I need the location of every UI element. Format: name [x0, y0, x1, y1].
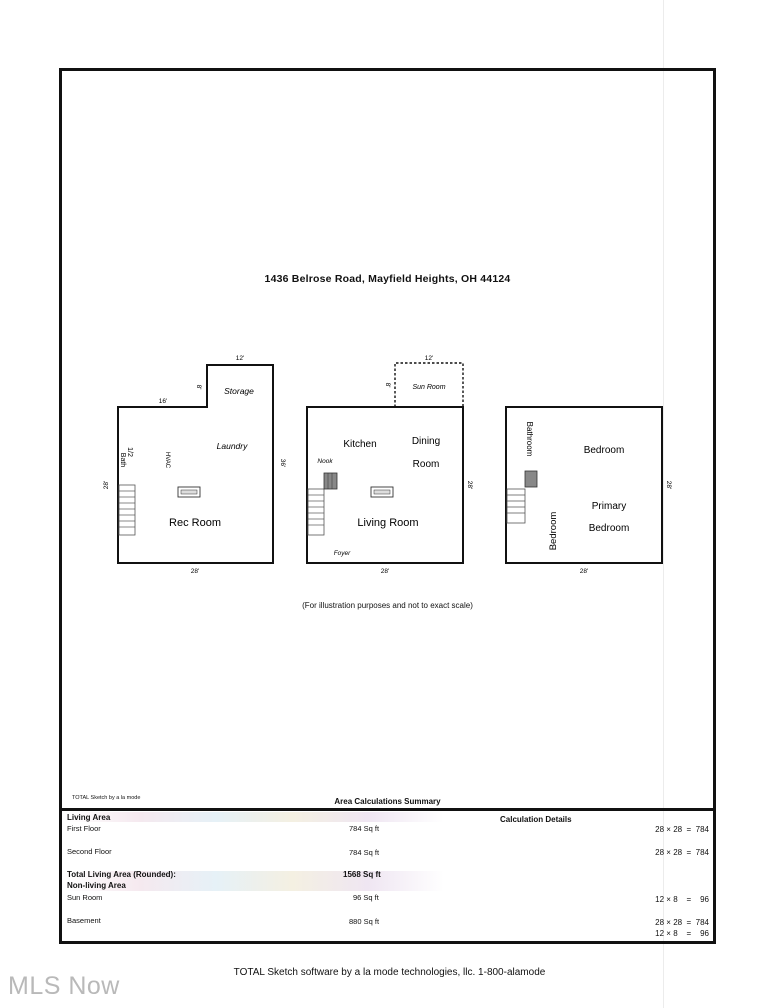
sketch-credit: TOTAL Sketch by a la mode — [72, 795, 141, 801]
first-floor-area: 784 Sq ft — [349, 824, 380, 833]
dim-basement-step-v: 8' — [195, 384, 202, 390]
sun-room-area: 96 Sq ft — [353, 893, 379, 902]
dim-basement-top: 12' — [235, 355, 245, 362]
dim-first-bottom: 28' — [380, 568, 390, 575]
dim-basement-left: 28' — [103, 480, 110, 490]
room-label-bedroom: Bedroom — [583, 445, 625, 456]
sun-room-label: Sun Room — [67, 893, 103, 902]
floor-plan-drawings — [62, 71, 713, 591]
room-label-kitchen: Kitchen — [343, 439, 377, 450]
second-floor-label: Second Floor — [67, 847, 112, 856]
room-label-bath: Bath — [119, 452, 126, 468]
mls-now-watermark: MLS Now — [8, 972, 120, 1000]
first-floor-label: First Floor — [67, 824, 101, 833]
total-living-label: Total Living Area (Rounded): — [67, 870, 176, 879]
room-label-primary: Primary — [591, 501, 627, 512]
second-floor-area: 784 Sq ft — [349, 848, 380, 857]
basement-stairs — [119, 485, 135, 535]
dim-basement-step-h: 16' — [158, 398, 168, 405]
room-label-primary-bedroom: Bedroom — [588, 523, 630, 534]
dim-second-right: 28' — [665, 480, 672, 490]
second-floor-stairs — [507, 471, 537, 523]
room-label-bathroom: Bathroom — [525, 421, 534, 457]
room-label-room: Room — [412, 459, 440, 470]
room-label-storage: Storage — [224, 386, 254, 396]
room-label-half: 1/2 — [126, 447, 133, 457]
room-label-foyer: Foyer — [333, 550, 351, 557]
highlight-band — [64, 812, 444, 822]
second-floor-calc: 28 × 28 = 784 — [655, 848, 709, 857]
dim-first-sun-v: 8' — [384, 382, 391, 388]
total-living-value: 1568 Sq ft — [343, 870, 381, 879]
basement-area: 880 Sq ft — [349, 917, 380, 926]
scale-disclaimer: (For illustration purposes and not to exact scale) — [302, 601, 473, 610]
basement-label: Basement — [67, 916, 101, 925]
summary-title: Area Calculations Summary — [334, 797, 441, 806]
first-floor-stairs — [308, 473, 337, 535]
room-label-dining: Dining — [411, 436, 441, 447]
basement-calc-2: 12 × 8 = 96 — [655, 929, 709, 938]
basement-plan — [103, 355, 286, 575]
dim-basement-bottom: 28' — [190, 568, 200, 575]
basement-calc: 28 × 28 = 784 — [655, 918, 709, 927]
room-label-sun-room: Sun Room — [412, 384, 446, 391]
property-address: 1436 Belrose Road, Mayfield Heights, OH 44124 — [264, 273, 511, 285]
second-floor-plan — [506, 407, 672, 575]
first-floor-plan — [307, 355, 473, 575]
living-area-header: Living Area — [67, 813, 111, 822]
non-living-header: Non-living Area — [67, 881, 126, 890]
dim-second-bottom: 28' — [579, 568, 589, 575]
dim-first-right: 28' — [466, 480, 473, 490]
dim-basement-right: 36' — [279, 458, 286, 468]
room-label-living-room: Living Room — [357, 517, 419, 529]
room-label-laundry: Laundry — [216, 441, 248, 451]
floor-plan-sheet — [59, 68, 716, 944]
room-label-hvac: HVAC — [164, 451, 170, 469]
sun-room-calc: 12 × 8 = 96 — [655, 895, 709, 904]
footer-credit: TOTAL Sketch software by a la mode technologies, llc. 1-800-alamode — [233, 967, 546, 978]
room-label-bedroom-vertical: Bedroom — [548, 511, 559, 551]
dim-first-top: 12' — [424, 355, 434, 362]
calc-details-header: Calculation Details — [500, 815, 572, 824]
first-floor-calc: 28 × 28 = 784 — [655, 825, 709, 834]
room-label-rec-room: Rec Room — [169, 517, 221, 529]
room-label-nook: Nook — [317, 458, 333, 465]
area-summary-table — [62, 808, 713, 944]
